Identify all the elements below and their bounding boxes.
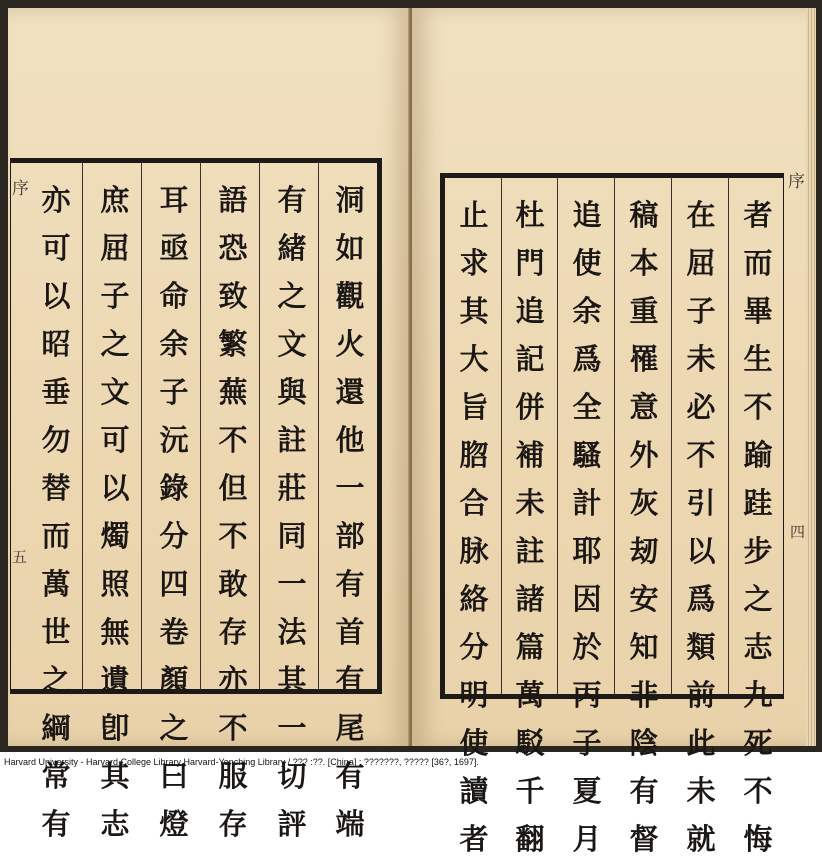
text-glyph: 稿 xyxy=(629,198,659,232)
text-glyph: 一 xyxy=(335,471,365,505)
text-glyph: 首 xyxy=(335,615,365,649)
text-glyph: 此 xyxy=(686,726,716,760)
text-glyph: 致 xyxy=(218,279,248,313)
text-glyph: 計 xyxy=(572,486,602,520)
text-glyph: 絡 xyxy=(459,582,489,616)
source-caption: Harvard University - Harvard College Library Harvard-Yenching Library / ??? :??. [China] : ???????, ????? [36?, 1697]. xyxy=(4,757,479,767)
text-glyph: 洞 xyxy=(335,183,365,217)
text-glyph: 跬 xyxy=(743,486,773,520)
text-glyph: 命 xyxy=(159,279,189,313)
text-glyph: 不 xyxy=(743,390,773,424)
text-glyph: 就 xyxy=(686,822,716,856)
text-glyph: 之 xyxy=(100,327,130,361)
text-glyph: 他 xyxy=(335,423,365,457)
text-glyph: 四 xyxy=(159,567,189,601)
text-glyph: 九 xyxy=(743,678,773,712)
text-glyph: 屈 xyxy=(100,231,130,265)
text-column xyxy=(324,162,376,841)
text-glyph: 子 xyxy=(100,279,130,313)
text-glyph: 註 xyxy=(515,534,545,568)
text-glyph: 端 xyxy=(335,807,365,841)
text-glyph: 其 xyxy=(277,663,307,697)
text-glyph: 燭 xyxy=(100,519,130,553)
text-glyph: 諸 xyxy=(515,582,545,616)
text-glyph: 繁 xyxy=(218,327,248,361)
text-glyph: 本 xyxy=(629,246,659,280)
left-margin-marker: 序 xyxy=(12,179,29,199)
text-glyph: 死 xyxy=(743,726,773,760)
text-glyph: 督 xyxy=(629,822,659,856)
text-glyph: 敢 xyxy=(218,567,248,601)
text-glyph: 觀 xyxy=(335,279,365,313)
text-glyph: 篇 xyxy=(515,630,545,664)
text-glyph: 如 xyxy=(335,231,365,265)
text-glyph: 錄 xyxy=(159,471,189,505)
text-glyph: 以 xyxy=(100,471,130,505)
text-glyph: 千 xyxy=(515,774,545,808)
text-glyph: 於 xyxy=(572,630,602,664)
text-glyph: 沅 xyxy=(159,423,189,457)
text-glyph: 爲 xyxy=(686,582,716,616)
text-glyph: 有 xyxy=(335,663,365,697)
text-glyph: 合 xyxy=(459,486,489,520)
text-glyph: 但 xyxy=(218,471,248,505)
text-glyph: 亦 xyxy=(218,663,248,697)
text-glyph: 切 xyxy=(277,759,307,793)
text-glyph: 明 xyxy=(459,678,489,712)
text-glyph: 其 xyxy=(459,294,489,328)
text-glyph: 夏 xyxy=(572,774,602,808)
text-glyph: 畢 xyxy=(743,294,773,328)
text-glyph: 灰 xyxy=(629,486,659,520)
text-column xyxy=(148,162,200,841)
text-column xyxy=(618,177,670,856)
text-glyph: 余 xyxy=(572,294,602,328)
text-glyph: 服 xyxy=(218,759,248,793)
text-glyph: 曰 xyxy=(159,759,189,793)
text-glyph: 文 xyxy=(100,375,130,409)
text-column xyxy=(732,177,784,856)
right-page xyxy=(412,8,810,856)
right-margin-marker: 序 xyxy=(788,172,805,192)
text-column xyxy=(30,162,82,841)
text-glyph: 分 xyxy=(459,630,489,664)
text-glyph: 志 xyxy=(100,807,130,841)
text-glyph: 法 xyxy=(277,615,307,649)
text-glyph: 安 xyxy=(629,582,659,616)
text-glyph: 生 xyxy=(743,342,773,376)
text-glyph: 爲 xyxy=(572,342,602,376)
text-glyph: 萬 xyxy=(41,567,71,601)
text-column xyxy=(504,177,556,856)
text-glyph: 步 xyxy=(743,534,773,568)
text-glyph: 之 xyxy=(159,711,189,745)
text-glyph: 遺 xyxy=(100,663,130,697)
text-glyph: 因 xyxy=(572,582,602,616)
text-glyph: 卽 xyxy=(100,711,130,745)
text-glyph: 世 xyxy=(41,615,71,649)
text-glyph: 文 xyxy=(277,327,307,361)
text-glyph: 丙 xyxy=(572,678,602,712)
text-glyph: 未 xyxy=(515,486,545,520)
text-glyph: 亦 xyxy=(41,183,71,217)
text-glyph: 悔 xyxy=(743,822,773,856)
text-glyph: 外 xyxy=(629,438,659,472)
text-glyph: 而 xyxy=(743,246,773,280)
text-glyph: 門 xyxy=(515,246,545,280)
text-glyph: 子 xyxy=(686,294,716,328)
text-glyph: 綱 xyxy=(41,711,71,745)
text-glyph: 追 xyxy=(572,198,602,232)
text-column xyxy=(561,177,613,856)
text-glyph: 無 xyxy=(100,615,130,649)
text-glyph: 以 xyxy=(41,279,71,313)
text-glyph: 余 xyxy=(159,327,189,361)
text-glyph: 語 xyxy=(218,183,248,217)
page-edges xyxy=(806,8,816,746)
text-glyph: 亟 xyxy=(159,231,189,265)
text-glyph: 月 xyxy=(572,822,602,856)
text-column xyxy=(89,162,141,841)
text-glyph: 分 xyxy=(159,519,189,553)
text-column xyxy=(266,162,318,841)
text-glyph: 有 xyxy=(41,807,71,841)
text-glyph: 一 xyxy=(277,567,307,601)
text-glyph: 刼 xyxy=(629,534,659,568)
text-glyph: 記 xyxy=(515,342,545,376)
text-glyph: 追 xyxy=(515,294,545,328)
text-glyph: 陰 xyxy=(629,726,659,760)
text-glyph: 使 xyxy=(459,726,489,760)
text-glyph: 補 xyxy=(515,438,545,472)
text-glyph: 卷 xyxy=(159,615,189,649)
text-glyph: 存 xyxy=(218,615,248,649)
text-glyph: 部 xyxy=(335,519,365,553)
text-glyph: 讀 xyxy=(459,774,489,808)
text-glyph: 萬 xyxy=(515,678,545,712)
text-glyph: 杜 xyxy=(515,198,545,232)
text-glyph: 照 xyxy=(100,567,130,601)
text-glyph: 旨 xyxy=(459,390,489,424)
text-glyph: 存 xyxy=(218,807,248,841)
text-glyph: 未 xyxy=(686,342,716,376)
text-glyph: 替 xyxy=(41,471,71,505)
text-glyph: 其 xyxy=(100,759,130,793)
text-glyph: 之 xyxy=(277,279,307,313)
text-glyph: 火 xyxy=(335,327,365,361)
text-glyph: 志 xyxy=(743,630,773,664)
text-glyph: 恐 xyxy=(218,231,248,265)
right-page-number: 四 xyxy=(790,523,806,541)
text-glyph: 有 xyxy=(335,759,365,793)
text-glyph: 者 xyxy=(743,198,773,232)
text-glyph: 騷 xyxy=(572,438,602,472)
text-glyph: 者 xyxy=(459,822,489,856)
text-glyph: 大 xyxy=(459,342,489,376)
text-glyph: 顏 xyxy=(159,663,189,697)
text-glyph: 評 xyxy=(277,807,307,841)
text-glyph: 一 xyxy=(277,711,307,745)
text-glyph: 常 xyxy=(41,759,71,793)
text-glyph: 未 xyxy=(686,774,716,808)
text-glyph: 意 xyxy=(629,390,659,424)
text-glyph: 而 xyxy=(41,519,71,553)
text-glyph: 莊 xyxy=(277,471,307,505)
text-glyph: 全 xyxy=(572,390,602,424)
text-glyph: 脉 xyxy=(459,534,489,568)
text-glyph: 還 xyxy=(335,375,365,409)
text-glyph: 不 xyxy=(686,438,716,472)
text-glyph: 不 xyxy=(743,774,773,808)
left-page-number: 五 xyxy=(12,548,28,566)
text-glyph: 可 xyxy=(41,231,71,265)
text-glyph: 勿 xyxy=(41,423,71,457)
text-glyph: 求 xyxy=(459,246,489,280)
text-glyph: 重 xyxy=(629,294,659,328)
text-glyph: 庶 xyxy=(100,183,130,217)
text-glyph: 類 xyxy=(686,630,716,664)
text-glyph: 併 xyxy=(515,390,545,424)
text-glyph: 非 xyxy=(629,678,659,712)
text-glyph: 註 xyxy=(277,423,307,457)
text-glyph: 翻 xyxy=(515,822,545,856)
text-glyph: 前 xyxy=(686,678,716,712)
text-glyph: 昭 xyxy=(41,327,71,361)
text-glyph: 知 xyxy=(629,630,659,664)
text-glyph: 脗 xyxy=(459,438,489,472)
text-glyph: 耶 xyxy=(572,534,602,568)
text-glyph: 子 xyxy=(159,375,189,409)
text-glyph: 有 xyxy=(277,183,307,217)
text-glyph: 在 xyxy=(686,198,716,232)
text-glyph: 可 xyxy=(100,423,130,457)
text-glyph: 垂 xyxy=(41,375,71,409)
text-glyph: 蕪 xyxy=(218,375,248,409)
text-glyph: 不 xyxy=(218,519,248,553)
text-glyph: 之 xyxy=(743,582,773,616)
text-column xyxy=(207,162,259,841)
text-glyph: 有 xyxy=(335,567,365,601)
text-column xyxy=(448,177,500,856)
text-glyph: 踰 xyxy=(743,438,773,472)
text-glyph: 以 xyxy=(686,534,716,568)
text-glyph: 罹 xyxy=(629,342,659,376)
text-glyph: 止 xyxy=(459,198,489,232)
text-glyph: 耳 xyxy=(159,183,189,217)
text-glyph: 同 xyxy=(277,519,307,553)
text-glyph: 駁 xyxy=(515,726,545,760)
text-glyph: 與 xyxy=(277,375,307,409)
text-glyph: 燈 xyxy=(159,807,189,841)
text-glyph: 不 xyxy=(218,711,248,745)
text-glyph: 引 xyxy=(686,486,716,520)
text-glyph: 尾 xyxy=(335,711,365,745)
text-glyph: 子 xyxy=(572,726,602,760)
text-glyph: 屈 xyxy=(686,246,716,280)
text-glyph: 必 xyxy=(686,390,716,424)
text-glyph: 不 xyxy=(218,423,248,457)
text-glyph: 使 xyxy=(572,246,602,280)
text-glyph: 之 xyxy=(41,663,71,697)
text-glyph: 有 xyxy=(629,774,659,808)
text-glyph: 緒 xyxy=(277,231,307,265)
right-text-frame xyxy=(440,173,784,856)
text-column xyxy=(675,177,727,856)
